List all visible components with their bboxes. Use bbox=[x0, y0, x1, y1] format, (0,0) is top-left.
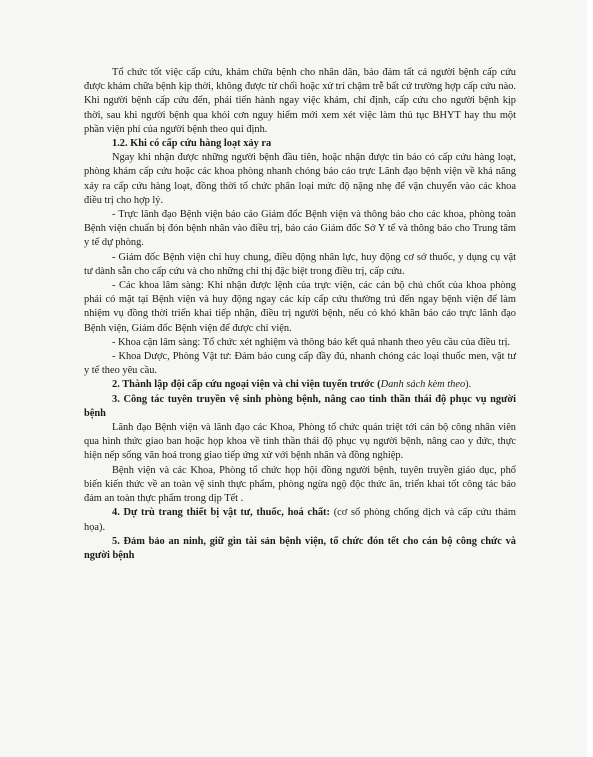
paragraph-paraclinical: - Khoa cận lâm sàng: Tổ chức xét nghiệm và thông báo kết quả nhanh theo yêu cầu của điều trị. bbox=[112, 336, 511, 348]
heading-3-communication: 3. Công tác tuyên truyền vệ sinh phòng bệnh, nâng cao tinh thần thái độ phục vụ người bệnh bbox=[84, 393, 516, 419]
paragraph-pharmacy: - Khoa Dược, Phòng Vật tư: Đảm bảo cung cấp đầy đủ, nhanh chóng các loại thuốc men, vật tư y tế theo yêu cầu. bbox=[84, 351, 516, 377]
paragraph-emergency-care: Tổ chức tốt việc cấp cứu, khám chữa bệnh cho nhân dân, bảo đảm tất cả người bệnh cấp cứu được khám chữa bệnh kịp thời, không được từ chối hoặc xử trí chậm trễ bất cứ trường hợp cấp cứu nào. Khi người bệnh cấp cứu đến, phải tiến hành ngay việc khám, chỉ định, cấp cứu cho người bệnh kịp thời, sau khi người bệnh qua khỏi cơn nguy hiểm mới xem xét việc làm thủ tục BHYT hay thu một phần viện phí của người bệnh theo qui định. bbox=[84, 67, 516, 135]
heading-2-italic-note: Danh sách kèm theo bbox=[380, 379, 466, 391]
document-body bbox=[84, 66, 516, 563]
heading-5-security: 5. Đảm bảo an ninh, giữ gìn tài sản bệnh viện, tổ chức đón tết cho cán bộ công chức và người bệnh bbox=[84, 535, 516, 561]
heading-4-supplies bbox=[84, 506, 516, 534]
paragraph-food-safety: Bệnh viện và các Khoa, Phòng tổ chức họp hội đồng người bệnh, tuyên truyền giáo dục, phổ biến kiến thức về an toàn vệ sinh thực phẩm, phòng ngừa ngộ độc thức ăn, triển khai tốt công tác bảo đảm an toàn thực phẩm trong dịp Tết . bbox=[84, 464, 516, 505]
heading-1-2-mass-emergency: 1.2. Khi có cấp cứu hàng loạt xảy ra bbox=[112, 138, 272, 150]
page-edge bbox=[587, 0, 593, 757]
heading-2-tail: ). bbox=[465, 379, 472, 391]
heading-4-tail: (cơ số phòng chống dịch và cấp cứu thảm họa). bbox=[84, 507, 516, 533]
paragraph-clinical-departments: - Các khoa lâm sàng: Khi nhận được lệnh của trực viện, các cán bộ chủ chốt của khoa phòng phải có mặt tại Bệnh viện và huy động ngay các kíp cấp cứu thường trú đến ngay bệnh viện để làm nhiệm vụ đồng thời triển khai tiếp nhận, điều trị người bệnh, nếu có khó khăn báo cáo trực lãnh đạo Bệnh viện, Giám đốc Bệnh viện để được chỉ viện. bbox=[84, 280, 516, 334]
paragraph-director: - Giám đốc Bệnh viện chỉ huy chung, điều động nhân lực, huy động cơ sở thuốc, y dụng cụ vật tư dành sẵn cho cấp cứu và cho những chỉ thị đặc biệt trong điều trị, cấp cứu. bbox=[84, 251, 516, 277]
heading-2-text: 2. Thành lập đội cấp cứu ngoại viện và chi viện tuyến trước ( bbox=[112, 379, 381, 391]
paragraph-leadership-briefing: Lãnh đạo Bệnh viện và lãnh đạo các Khoa, Phòng tổ chức quán triệt tới cán bộ công nhân viên qua hình thức giao ban hoặc họp khoa về tinh thần thái độ phục vụ người bệnh, nâng cao y đức, thực hiện nếp sống văn hoá trong giao tiếp ứng xử với bệnh nhân và đồng nghiệp. bbox=[84, 422, 516, 462]
paragraph-mass-emergency-intro: Ngay khi nhận được những người bệnh đầu tiên, hoặc nhận được tin báo có cấp cứu hàng loạt, phòng khám cấp cứu hoặc các khoa phòng nhanh chóng báo cáo trực Lãnh đạo bệnh viện về khả năng xảy ra cấp cứu hàng loạt, đồng thời tổ chức phân loại mức độ nặng nhẹ để vận chuyển vào các khoa điều trị cho hợp lý. bbox=[84, 152, 516, 206]
paragraph-duty-leader: - Trực lãnh đạo Bệnh viện báo cáo Giám đốc Bệnh viện và thông báo cho các khoa, phòng toàn Bệnh viện chuẩn bị đón bệnh nhân vào điều trị, báo cáo Giám đốc Sở Y tế và thông báo cho Trung tâm y tế dự phòng. bbox=[84, 209, 516, 249]
heading-2-outreach-team bbox=[84, 378, 516, 392]
heading-4-text: 4. Dự trù trang thiết bị vật tư, thuốc, hoá chất: bbox=[112, 507, 330, 519]
